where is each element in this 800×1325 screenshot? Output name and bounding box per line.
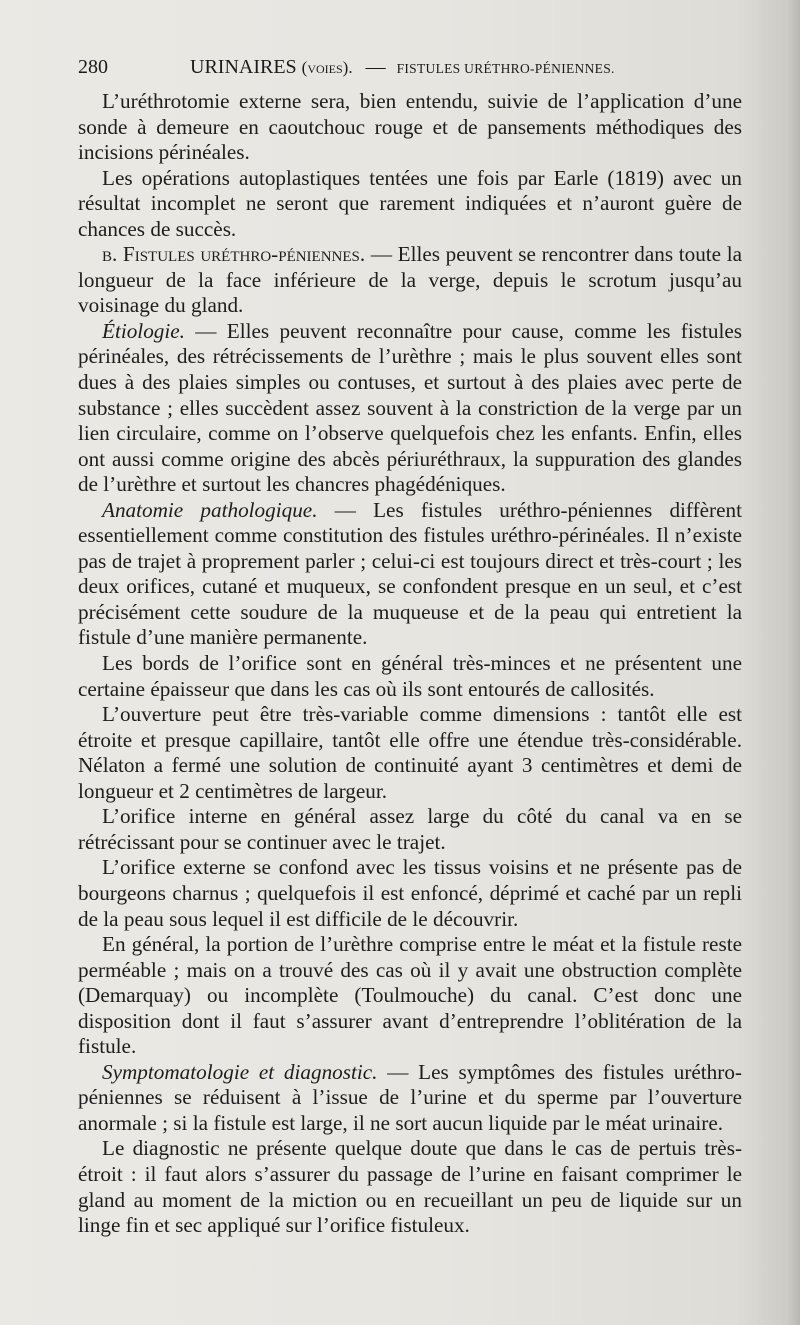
- paragraph-text: — Les fistules uréthro-péniennes diffèrent essentiellement comme constitution des fistules uréthro-périnéales. Il n’existe pas de trajet à proprement parler ; celui-ci est toujours direct et très-court ; les deux orifices, cutané et muqueux, se confondent presque en un seul, et c’est précisément cette soudure de la muqueuse et de la peau qui entretient la fistule d’une manière permanente.: [78, 497, 742, 650]
- paragraph-text: Les opérations autoplastiques tentées une fois par Earle (1819) avec un résultat incomplet ne seront que rarement indiquées et n’auront guère de chances de succès.: [78, 165, 742, 241]
- section-heading: b. Fistules uréthro-péniennes.: [102, 242, 366, 267]
- paragraph-text: — Les symptômes des fistules uréthro-péniennes se réduisent à l’issue de l’urine et du sperme par l’ouverture anormale ; si la fistule est large, il ne sort aucun liquide par le méat urinaire.: [78, 1059, 742, 1135]
- running-title-sub: (voies).: [301, 58, 353, 77]
- paragraph-orifice-interne: [78, 804, 742, 855]
- running-title: [190, 56, 615, 79]
- paragraph-ouverture: [78, 702, 742, 804]
- page-edge: [786, 0, 800, 1325]
- running-title-dash: —: [365, 56, 386, 78]
- paragraph-bords: [78, 651, 742, 702]
- subsection-heading: Symptomatologie et diagnostic.: [102, 1059, 378, 1084]
- page-number: 280: [78, 56, 108, 78]
- paragraph-autoplastie: [78, 166, 742, 243]
- paragraph-text: L’uréthrotomie externe sera, bien entendu, suivie de l’application d’une sonde à demeure en caoutchouc rouge et de pansements méthodiques des incisions périnéales.: [78, 89, 742, 165]
- running-title-main: URINAIRES: [190, 56, 297, 78]
- body-text: [78, 89, 742, 1239]
- running-section: FISTULES URÉTHRO-PÉNIENNES.: [396, 61, 615, 76]
- paragraph-text: L’orifice externe se confond avec les tissus voisins et ne présente pas de bourgeons charnus ; quelquefois il est enfoncé, déprimé et caché par un repli de la peau sous lequel il est difficile de le découvrir.: [78, 855, 742, 931]
- paragraph-etiologie: [78, 319, 742, 498]
- paragraph-orifice-externe: [78, 855, 742, 932]
- subsection-heading: Étiologie.: [102, 318, 185, 343]
- paragraph-text: — Elles peuvent reconnaître pour cause, comme les fistules périnéales, des rétrécissements de l’urèthre ; mais le plus souvent elles sont dues à des plaies simples ou contuses, et surtout à des plaies avec perte de substance ; elles succèdent assez souvent à la constriction de la verge par un lien circulaire, comme on l’observe quelquefois chez les enfants. Enfin, elles ont aussi comme origine des abcès périuréthraux, la suppuration des glandes de l’urèthre et surtout les chancres phagédéniques.: [78, 318, 742, 497]
- paragraph-text: L’orifice interne en général assez large du côté du canal va en se rétrécissant pour se continuer avec le trajet.: [78, 804, 742, 854]
- paragraph-symptomatologie: [78, 1060, 742, 1137]
- paragraph-text: — Elles peuvent se rencontrer dans toute la longueur de la face inférieure de la verge, depuis le scrotum jusqu’au voisinage du gland.: [78, 242, 742, 318]
- paragraph-anatomie: [78, 498, 742, 651]
- paragraph-en-general: [78, 932, 742, 1060]
- paragraph-text: Les bords de l’orifice sont en général très-minces et ne présentent une certaine épaisseur que dans les cas où ils sont entourés de callosités.: [78, 651, 742, 701]
- paragraph-uretrotomie: [78, 89, 742, 166]
- paragraph-fistules-uretro-peniennes: [78, 242, 742, 319]
- paragraph-text: L’ouverture peut être très-variable comme dimensions : tantôt elle est étroite et presque capillaire, tantôt elle offre une étendue très-considérable. Nélaton a fermé une solution de continuité ayant 3 centimètres et demi de longueur et 2 centimètres de largeur.: [78, 702, 742, 803]
- subsection-heading: Anatomie pathologique.: [102, 497, 318, 522]
- running-header: [78, 56, 738, 86]
- paragraph-text: En général, la portion de l’urèthre comprise entre le méat et la fistule reste perméable ; mais on a trouvé des cas où il y avait une obstruction complète (Demarquay) ou incomplète (Toulmouche) du canal. C’est donc une disposition dont il faut s’assurer avant d’entreprendre l’oblitération de la fistule.: [78, 932, 742, 1059]
- paragraph-text: Le diagnostic ne présente quelque doute que dans le cas de pertuis très-étroit : il faut alors s’assurer du passage de l’urine en faisant comprimer le gland au moment de la miction ou en recueillant un peu de liquide sur un linge fin et sec appliqué sur l’orifice fistuleux.: [78, 1136, 742, 1238]
- paragraph-diagnostic: [78, 1136, 742, 1238]
